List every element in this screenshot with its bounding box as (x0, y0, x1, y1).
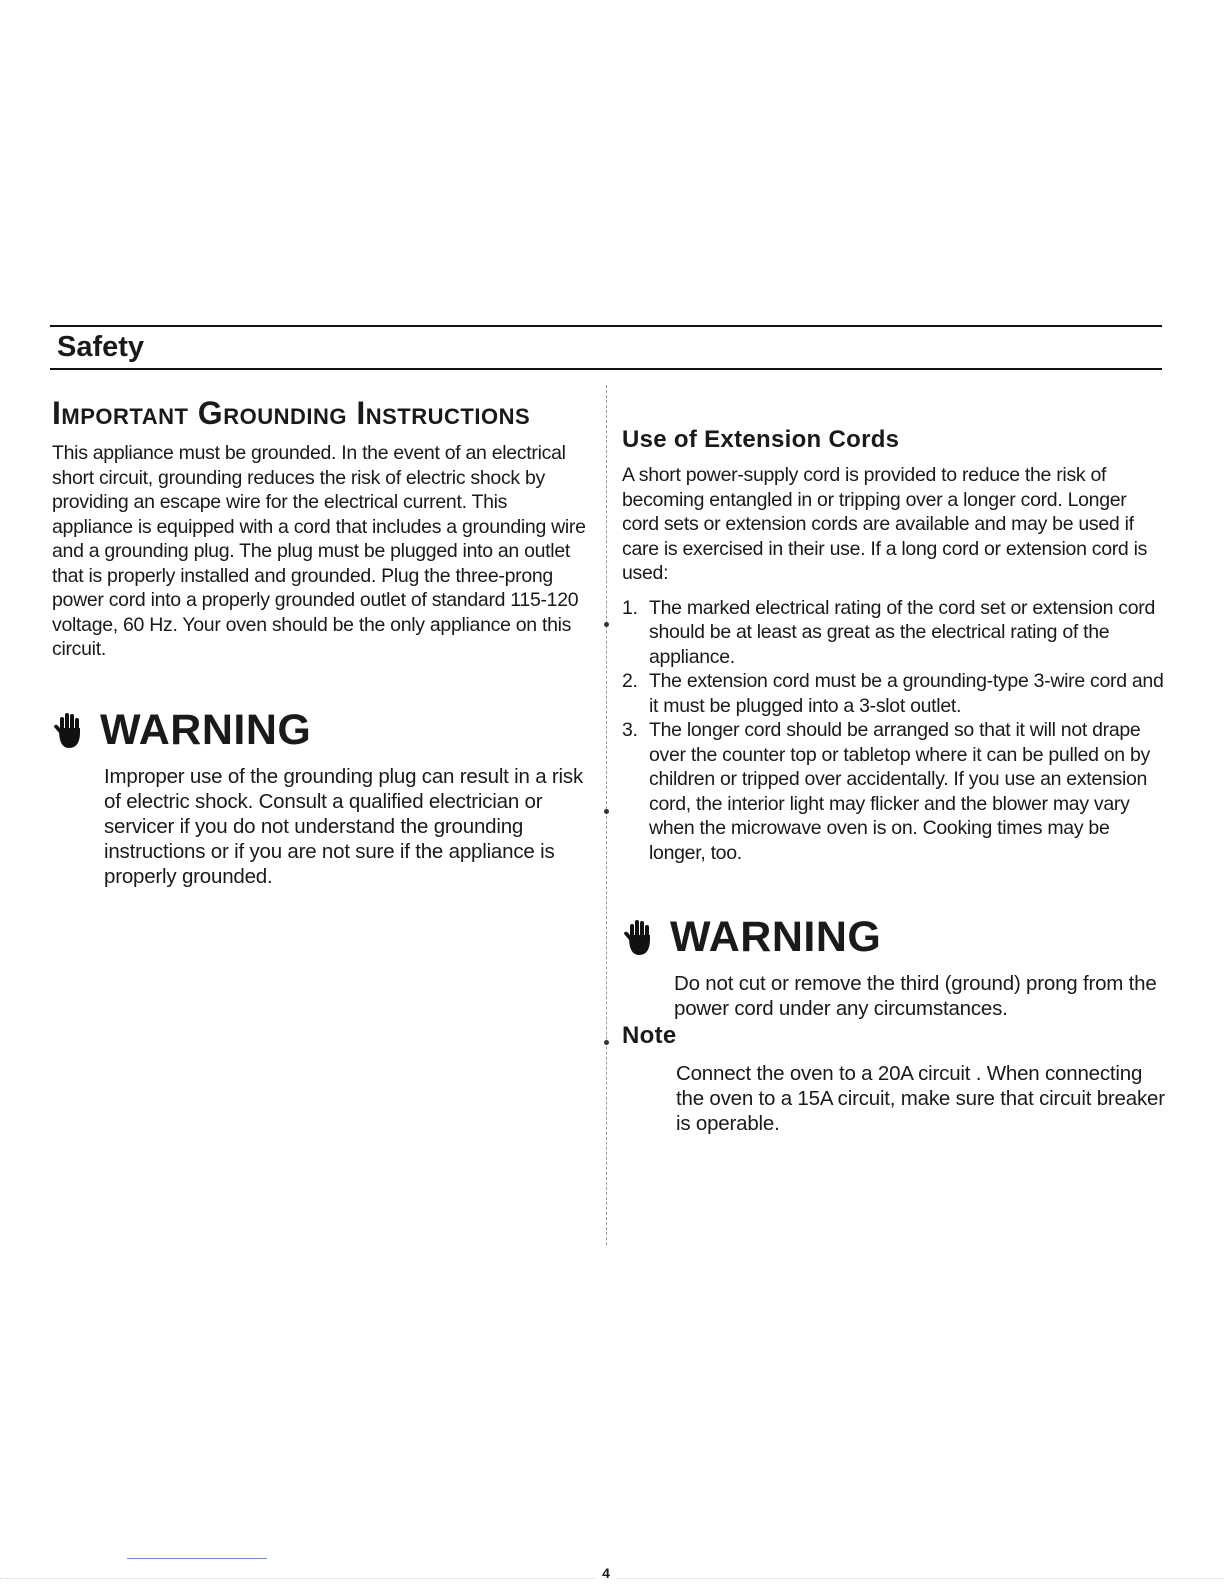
list-item-text: The marked electrical rating of the cord set or extension cord should be at least as great as the electrical rating of the appliance. (649, 596, 1155, 668)
right-column (622, 425, 1167, 1136)
list-item (622, 718, 1167, 865)
left-column (52, 393, 592, 889)
list-item-number: 1. (622, 596, 638, 619)
warning-block (52, 706, 592, 754)
divider-dot (604, 809, 609, 814)
list-item-number: 3. (622, 719, 638, 741)
warning-text: Do not cut or remove the third (ground) prong from the power cord under any circumstances. (674, 972, 1157, 1020)
list-item (622, 596, 1167, 670)
extension-cords-heading: Use of Extension Cords (622, 426, 900, 453)
column-divider (606, 385, 607, 1245)
warning-label: WARNING (100, 705, 312, 754)
header-rule-top (50, 325, 1162, 327)
list-item-number: 2. (622, 670, 638, 692)
hand-stop-icon (52, 710, 86, 750)
divider-dot (604, 1040, 609, 1045)
divider-dot (604, 622, 609, 627)
scan-mark (127, 1558, 267, 1559)
warning-text: Improper use of the grounding plug can result in a risk of electric shock. Consult a qualified electrician or servicer if you do not understand the grounding instructions or if you are not sure if the appliance is properly grounded. (104, 764, 583, 888)
section-title: Safety (57, 331, 145, 363)
list-item-text: The extension cord must be a grounding-type 3-wire cord and it must be plugged into a 3-slot outlet. (649, 670, 1164, 717)
note-heading: Note (622, 1022, 677, 1049)
list-item-text: The longer cord should be arranged so that it will not drape over the counter top or tabletop where it can be pulled on by children or tripped over accidentally. If you use an extension cord, the interior light may flicker and the blower may vary when the microwave oven is on. Cooking times may be longer, too. (649, 719, 1150, 864)
grounding-title: Important Grounding Instructions (52, 395, 531, 431)
header-rule-bottom (50, 368, 1162, 370)
warning-block (622, 913, 1167, 961)
grounding-body: This appliance must be grounded. In the event of an electrical short circuit, grounding reduces the risk of electric shock by providing an escape wire for the electrical current. This appliance is equipped with a cord that includes a grounding wire and a grounding plug. The plug must be plugged into an outlet that is properly installed and grounded. Plug the three-prong power cord into a properly grounded outlet of standard 115-120 voltage, 60 Hz. Your oven should be the only appliance on this circuit. (52, 442, 586, 660)
extension-cords-intro: A short power-supply cord is provided to reduce the risk of becoming entangled in or tripping over a longer cord. Longer cord sets or extension cords are available and may be used if care is exercised in their use. If a long cord or extension cord is used: (622, 464, 1148, 584)
warning-label: WARNING (670, 913, 882, 961)
page-number: 4 (596, 1565, 616, 1581)
list-item (622, 669, 1167, 718)
hand-stop-icon (622, 917, 656, 957)
extension-cords-list (622, 596, 1167, 866)
note-text: Connect the oven to a 20A circuit . When connecting the oven to a 15A circuit, make sure that circuit breaker is operable. (676, 1062, 1165, 1135)
